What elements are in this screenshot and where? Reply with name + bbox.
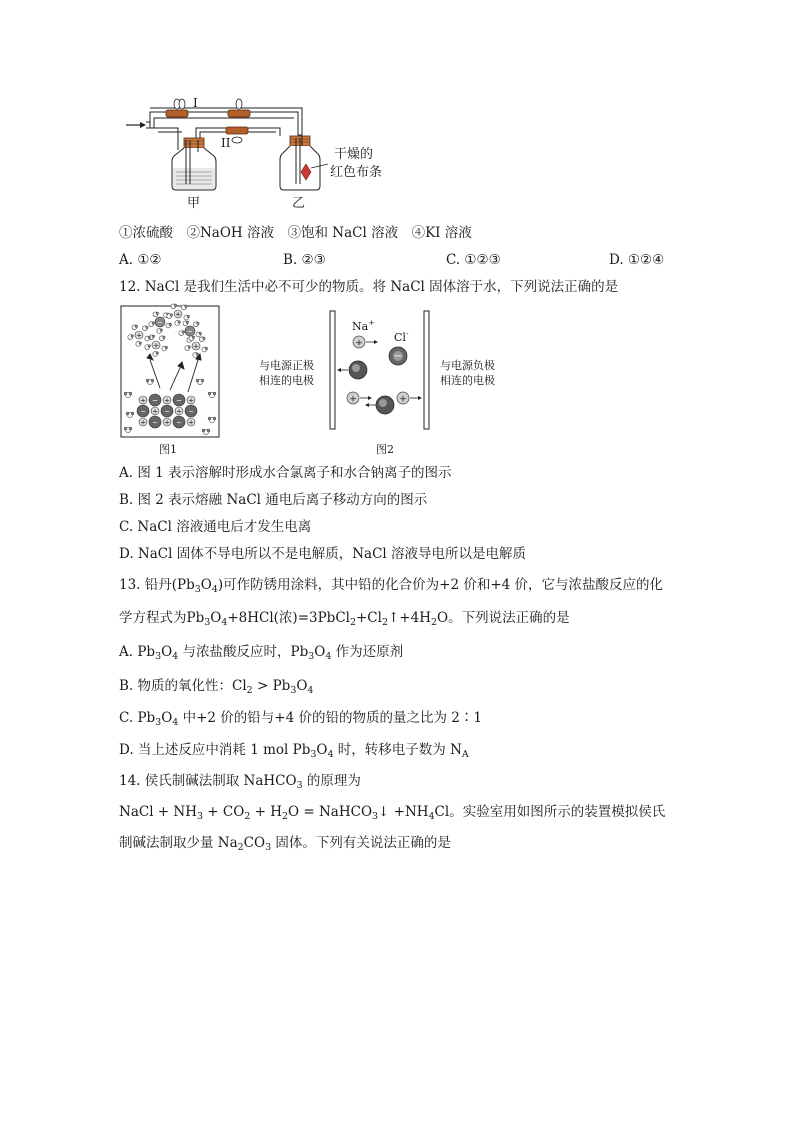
q12-stem: 12. NaCl 是我们生活中必不可少的物质。将 NaCl 固体溶于水，下列说法正确的是 (119, 279, 619, 295)
svg-text:−: − (157, 318, 163, 327)
q12-option-b: B. 图 2 表示熔融 NaCl 通电后离子移动方向的图示 (119, 492, 428, 508)
q13-line-2: 学方程式为$Pb_3O_4+8HCl$(浓)$=3PbCl_2+Cl_2↑+4H_2O$。下列说法正确的是 (119, 610, 570, 628)
moving-na-ion-2 (397, 392, 422, 405)
fig2-svg (0, 0, 794, 460)
svg-text:−: − (152, 396, 158, 405)
svg-text:−: − (152, 418, 158, 427)
svg-text:+: + (355, 338, 363, 349)
legend-cl-icon (389, 347, 407, 365)
q13-line-1: 13. 铅丹$(Pb_3O_4)$可作防锈用涂料，其中铅的化合价为+2 价和+4 价，它与浓盐酸反应的化 (119, 577, 664, 595)
svg-text:−: − (187, 327, 193, 336)
svg-text:+: + (349, 394, 357, 405)
fig2-negative-electrode-label-1: 与电源负极 (440, 359, 495, 372)
bottle-jia-label: 甲 (187, 196, 201, 211)
svg-text:−: − (164, 407, 170, 416)
q14-line-3: 制碱法制取少量 $Na_2CO_3$ 固体。下列有关说法正确的是 (119, 835, 451, 853)
moving-cl-ion-1 (337, 361, 367, 379)
electrode-positive (330, 311, 335, 429)
cloth-label-1: 干燥的 (334, 147, 374, 162)
q11-items: ①浓硫酸 ②NaOH 溶液 ③饱和 NaCl 溶液 ④KI 溶液 (119, 225, 472, 241)
q11-option-b: B. ②③ (283, 252, 326, 268)
q11-option-d: D. ①②④ (609, 252, 665, 268)
svg-text:+: + (152, 407, 158, 416)
q14-line-2: NaCl + $NH_3 + CO_2 + H_2O$ = NaHCO$_3$↓ $+NH_4Cl$。实验室用如图所示的装置模拟侯氏 (119, 804, 666, 822)
svg-text:+: + (188, 418, 194, 427)
q11-option-a: A. ①② (119, 252, 162, 268)
fig2-label: 图2 (376, 443, 394, 456)
q13-option-d: D. 当上述反应中消耗 1 mol $Pb_3O_4$ 时，转移电子数为 $N_A$ (119, 742, 469, 760)
q12-option-a: A. 图 1 表示溶解时形成水合氯离子和水合钠离子的图示 (119, 465, 452, 481)
fig2-negative-electrode-label-2: 相连的电极 (440, 374, 495, 387)
q13-option-c: C. $Pb_3O_4$ 中+2 价的铅与+4 价的铅的物质的量之比为 2∶1 (119, 710, 482, 728)
bottle-yi-label: 乙 (292, 196, 306, 211)
svg-text:+: + (193, 342, 199, 351)
svg-text:−: − (188, 407, 194, 416)
fig1-label: 图1 (159, 443, 177, 456)
q12-option-d: D. NaCl 固体不导电所以不是电解质，NaCl 溶液导电所以是电解质 (119, 546, 527, 562)
moving-na-ion-1 (347, 392, 372, 405)
svg-text:+: + (188, 396, 194, 405)
fig2-na-label: Na+ (352, 318, 375, 333)
svg-text:+: + (399, 394, 407, 405)
svg-text:+: + (140, 396, 146, 405)
fig2-cl-label: Cl- (394, 329, 409, 344)
q12-option-c: C. NaCl 溶液通电后才发生电离 (119, 519, 312, 535)
legend-na-icon (353, 336, 378, 349)
svg-text:−: − (176, 396, 182, 405)
svg-text:+: + (175, 310, 181, 319)
fig2-positive-electrode-label-1: 与电源正极 (259, 359, 314, 372)
valve-1-label: I (193, 96, 198, 110)
svg-text:−: − (393, 351, 403, 362)
fig2-positive-electrode-label-2: 相连的电极 (259, 374, 314, 387)
svg-text:+: + (176, 407, 182, 416)
electrode-negative (424, 311, 429, 429)
svg-text:+: + (164, 418, 170, 427)
svg-text:−: − (140, 407, 146, 416)
cloth-label-2: 红色布条 (330, 165, 383, 180)
svg-text:+: + (153, 341, 159, 350)
q13-option-b: B. 物质的氧化性：$Cl_2 > Pb_3O_4$ (119, 678, 314, 696)
valve-2-label: II (221, 136, 231, 150)
svg-text:+: + (136, 331, 142, 340)
svg-text:−: − (176, 418, 182, 427)
svg-text:+: + (164, 396, 170, 405)
q14-line-1: 14. 侯氏制碱法制取 NaHCO$_3$ 的原理为 (119, 773, 361, 791)
svg-text:+: + (140, 418, 146, 427)
q11-option-c: C. ①②③ (446, 252, 501, 268)
q13-option-a: A. $Pb_3O_4$ 与浓盐酸反应时，$Pb_3O_4$ 作为还原剂 (119, 644, 404, 662)
